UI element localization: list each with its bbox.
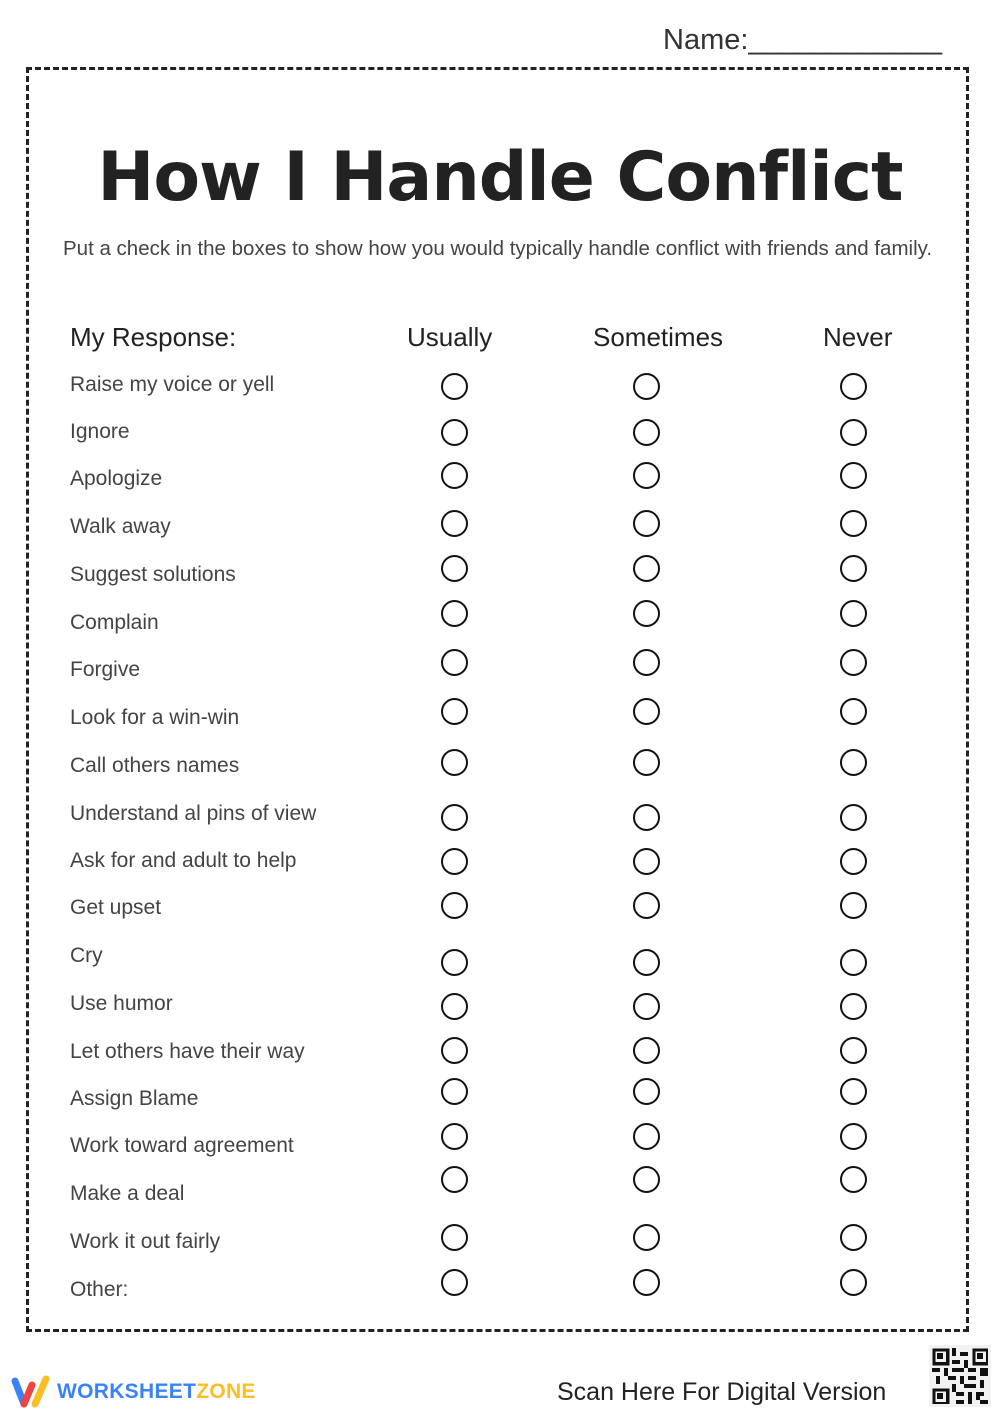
radio-sometimes[interactable] bbox=[633, 749, 660, 776]
radio-never[interactable] bbox=[840, 1037, 867, 1064]
radio-usually[interactable] bbox=[441, 462, 468, 489]
response-label: Ignore bbox=[70, 420, 130, 443]
radio-usually[interactable] bbox=[441, 600, 468, 627]
radio-usually[interactable] bbox=[441, 804, 468, 831]
response-label: Get upset bbox=[70, 896, 162, 919]
column-header-sometimes: Sometimes bbox=[593, 322, 724, 352]
radio-never[interactable] bbox=[840, 848, 867, 875]
response-label: Assign Blame bbox=[70, 1087, 199, 1110]
radio-usually[interactable] bbox=[441, 510, 468, 537]
radio-never[interactable] bbox=[840, 993, 867, 1020]
radio-usually[interactable] bbox=[441, 373, 468, 400]
brand-name bbox=[57, 1380, 256, 1404]
brand-name-part2: ZONE bbox=[196, 1380, 256, 1403]
radio-usually[interactable] bbox=[441, 848, 468, 875]
worksheetzone-logo-icon bbox=[10, 1375, 52, 1409]
response-label: Look for a win-win bbox=[70, 706, 240, 729]
column-header-usually: Usually bbox=[407, 322, 493, 352]
response-label: Complain bbox=[70, 611, 159, 634]
radio-never[interactable] bbox=[840, 1269, 867, 1296]
radio-usually[interactable] bbox=[441, 949, 468, 976]
radio-usually[interactable] bbox=[441, 749, 468, 776]
radio-never[interactable] bbox=[840, 1166, 867, 1193]
radio-sometimes[interactable] bbox=[633, 1166, 660, 1193]
radio-sometimes[interactable] bbox=[633, 1269, 660, 1296]
radio-sometimes[interactable] bbox=[633, 892, 660, 919]
response-label: Suggest solutions bbox=[70, 563, 236, 586]
radio-sometimes[interactable] bbox=[633, 698, 660, 725]
radio-never[interactable] bbox=[840, 1123, 867, 1150]
response-label: Use humor bbox=[70, 992, 173, 1015]
radio-never[interactable] bbox=[840, 1224, 867, 1251]
brand-name-part1: WORKSHEET bbox=[57, 1380, 197, 1403]
response-label: Let others have their way bbox=[70, 1040, 305, 1063]
column-header-response: My Response: bbox=[70, 322, 237, 352]
radio-usually[interactable] bbox=[441, 1037, 468, 1064]
radio-usually[interactable] bbox=[441, 1224, 468, 1251]
response-label: Raise my voice or yell bbox=[70, 373, 275, 396]
radio-sometimes[interactable] bbox=[633, 949, 660, 976]
response-label: Walk away bbox=[70, 515, 171, 538]
response-label: Cry bbox=[70, 944, 103, 967]
radio-sometimes[interactable] bbox=[633, 1037, 660, 1064]
response-label: Make a deal bbox=[70, 1182, 185, 1205]
response-label: Forgive bbox=[70, 658, 141, 681]
radio-sometimes[interactable] bbox=[633, 993, 660, 1020]
radio-never[interactable] bbox=[840, 804, 867, 831]
radio-sometimes[interactable] bbox=[633, 649, 660, 676]
radio-never[interactable] bbox=[840, 649, 867, 676]
radio-usually[interactable] bbox=[441, 649, 468, 676]
radio-usually[interactable] bbox=[441, 1166, 468, 1193]
name-field[interactable]: Name:____________ bbox=[663, 24, 942, 56]
page-title: How I Handle Conflict bbox=[97, 138, 903, 217]
radio-never[interactable] bbox=[840, 555, 867, 582]
radio-never[interactable] bbox=[840, 373, 867, 400]
radio-never[interactable] bbox=[840, 892, 867, 919]
radio-sometimes[interactable] bbox=[633, 600, 660, 627]
radio-sometimes[interactable] bbox=[633, 1224, 660, 1251]
worksheetzone-logo bbox=[10, 1375, 256, 1409]
radio-usually[interactable] bbox=[441, 993, 468, 1020]
radio-usually[interactable] bbox=[441, 892, 468, 919]
response-label: Work toward agreement bbox=[70, 1134, 294, 1157]
radio-never[interactable] bbox=[840, 419, 867, 446]
radio-never[interactable] bbox=[840, 510, 867, 537]
response-label: Ask for and adult to help bbox=[70, 849, 297, 872]
radio-never[interactable] bbox=[840, 462, 867, 489]
radio-usually[interactable] bbox=[441, 1269, 468, 1296]
radio-sometimes[interactable] bbox=[633, 1078, 660, 1105]
radio-sometimes[interactable] bbox=[633, 555, 660, 582]
response-label: Call others names bbox=[70, 754, 240, 777]
response-label: Understand al pins of view bbox=[70, 802, 317, 825]
radio-sometimes[interactable] bbox=[633, 1123, 660, 1150]
radio-usually[interactable] bbox=[441, 419, 468, 446]
radio-never[interactable] bbox=[840, 949, 867, 976]
response-label: Work it out fairly bbox=[70, 1230, 221, 1253]
column-header-never: Never bbox=[823, 322, 893, 352]
radio-sometimes[interactable] bbox=[633, 804, 660, 831]
instructions: Put a check in the boxes to show how you would typically handle conflict with friends and family. bbox=[63, 237, 933, 260]
response-label: Other: bbox=[70, 1278, 129, 1301]
radio-usually[interactable] bbox=[441, 555, 468, 582]
radio-never[interactable] bbox=[840, 1078, 867, 1105]
radio-usually[interactable] bbox=[441, 1078, 468, 1105]
radio-never[interactable] bbox=[840, 749, 867, 776]
radio-never[interactable] bbox=[840, 698, 867, 725]
radio-usually[interactable] bbox=[441, 1123, 468, 1150]
radio-usually[interactable] bbox=[441, 698, 468, 725]
radio-sometimes[interactable] bbox=[633, 462, 660, 489]
radio-sometimes[interactable] bbox=[633, 373, 660, 400]
response-label: Apologize bbox=[70, 467, 163, 490]
radio-sometimes[interactable] bbox=[633, 510, 660, 537]
scan-instructions: Scan Here For Digital Version bbox=[557, 1378, 887, 1406]
radio-never[interactable] bbox=[840, 600, 867, 627]
radio-sometimes[interactable] bbox=[633, 419, 660, 446]
qr-code-icon[interactable] bbox=[929, 1345, 991, 1407]
radio-sometimes[interactable] bbox=[633, 848, 660, 875]
